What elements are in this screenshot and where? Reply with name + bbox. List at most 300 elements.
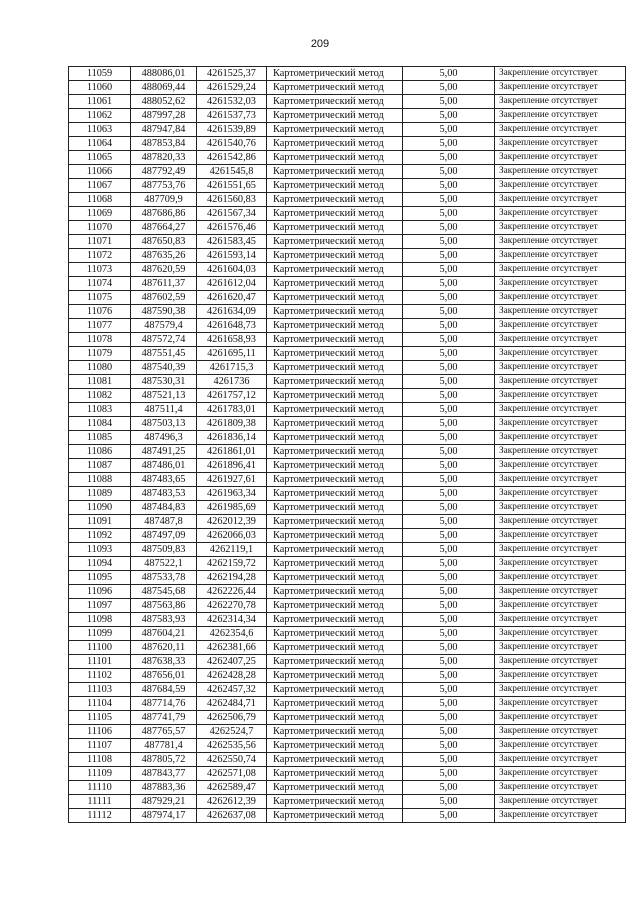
accuracy-cell: 5,00 xyxy=(403,781,495,795)
y-coordinate-cell: 4261593,14 xyxy=(197,249,267,263)
y-coordinate-cell: 4261537,73 xyxy=(197,109,267,123)
fixation-cell: Закрепление отсутствует xyxy=(495,403,626,417)
x-coordinate-cell: 487684,59 xyxy=(131,683,197,697)
point-number-cell: 11077 xyxy=(69,319,131,333)
accuracy-cell: 5,00 xyxy=(403,487,495,501)
accuracy-cell: 5,00 xyxy=(403,431,495,445)
y-coordinate-cell: 4262428,28 xyxy=(197,669,267,683)
table-row xyxy=(69,179,626,193)
y-coordinate-cell: 4261809,38 xyxy=(197,417,267,431)
fixation-cell: Закрепление отсутствует xyxy=(495,795,626,809)
y-coordinate-cell: 4262226,44 xyxy=(197,585,267,599)
table-row xyxy=(69,389,626,403)
accuracy-cell: 5,00 xyxy=(403,641,495,655)
point-number-cell: 11105 xyxy=(69,711,131,725)
point-number-cell: 11102 xyxy=(69,669,131,683)
y-coordinate-cell: 4261620,47 xyxy=(197,291,267,305)
method-cell: Картометрический метод xyxy=(267,235,403,249)
table-row xyxy=(69,515,626,529)
y-coordinate-cell: 4262535,56 xyxy=(197,739,267,753)
point-number-cell: 11111 xyxy=(69,795,131,809)
x-coordinate-cell: 487650,83 xyxy=(131,235,197,249)
table-row xyxy=(69,473,626,487)
x-coordinate-cell: 487820,33 xyxy=(131,151,197,165)
fixation-cell: Закрепление отсутствует xyxy=(495,81,626,95)
fixation-cell: Закрепление отсутствует xyxy=(495,585,626,599)
y-coordinate-cell: 4261576,46 xyxy=(197,221,267,235)
point-number-cell: 11066 xyxy=(69,165,131,179)
accuracy-cell: 5,00 xyxy=(403,123,495,137)
y-coordinate-cell: 4262354,6 xyxy=(197,627,267,641)
method-cell: Картометрический метод xyxy=(267,151,403,165)
method-cell: Картометрический метод xyxy=(267,221,403,235)
fixation-cell: Закрепление отсутствует xyxy=(495,193,626,207)
method-cell: Картометрический метод xyxy=(267,389,403,403)
method-cell: Картометрический метод xyxy=(267,781,403,795)
fixation-cell: Закрепление отсутствует xyxy=(495,235,626,249)
accuracy-cell: 5,00 xyxy=(403,249,495,263)
method-cell: Картометрический метод xyxy=(267,305,403,319)
x-coordinate-cell: 487579,4 xyxy=(131,319,197,333)
accuracy-cell: 5,00 xyxy=(403,221,495,235)
table-row xyxy=(69,207,626,221)
fixation-cell: Закрепление отсутствует xyxy=(495,711,626,725)
fixation-cell: Закрепление отсутствует xyxy=(495,781,626,795)
method-cell: Картометрический метод xyxy=(267,319,403,333)
fixation-cell: Закрепление отсутствует xyxy=(495,123,626,137)
y-coordinate-cell: 4261525,37 xyxy=(197,67,267,81)
method-cell: Картометрический метод xyxy=(267,529,403,543)
method-cell: Картометрический метод xyxy=(267,557,403,571)
accuracy-cell: 5,00 xyxy=(403,235,495,249)
point-number-cell: 11087 xyxy=(69,459,131,473)
fixation-cell: Закрепление отсутствует xyxy=(495,305,626,319)
method-cell: Картометрический метод xyxy=(267,431,403,445)
method-cell: Картометрический метод xyxy=(267,179,403,193)
method-cell: Картометрический метод xyxy=(267,137,403,151)
accuracy-cell: 5,00 xyxy=(403,403,495,417)
point-number-cell: 11099 xyxy=(69,627,131,641)
point-number-cell: 11061 xyxy=(69,95,131,109)
point-number-cell: 11104 xyxy=(69,697,131,711)
y-coordinate-cell: 4261927,61 xyxy=(197,473,267,487)
accuracy-cell: 5,00 xyxy=(403,333,495,347)
point-number-cell: 11073 xyxy=(69,263,131,277)
x-coordinate-cell: 487686,86 xyxy=(131,207,197,221)
y-coordinate-cell: 4262119,1 xyxy=(197,543,267,557)
table-row xyxy=(69,137,626,151)
point-number-cell: 11092 xyxy=(69,529,131,543)
table-row xyxy=(69,669,626,683)
method-cell: Картометрический метод xyxy=(267,501,403,515)
table-row xyxy=(69,459,626,473)
table-row xyxy=(69,809,626,823)
point-number-cell: 11086 xyxy=(69,445,131,459)
y-coordinate-cell: 4261612,04 xyxy=(197,277,267,291)
x-coordinate-cell: 487805,72 xyxy=(131,753,197,767)
x-coordinate-cell: 487929,21 xyxy=(131,795,197,809)
x-coordinate-cell: 487487,8 xyxy=(131,515,197,529)
point-number-cell: 11091 xyxy=(69,515,131,529)
y-coordinate-cell: 4261634,09 xyxy=(197,305,267,319)
method-cell: Картометрический метод xyxy=(267,109,403,123)
accuracy-cell: 5,00 xyxy=(403,67,495,81)
x-coordinate-cell: 487496,3 xyxy=(131,431,197,445)
y-coordinate-cell: 4262314,34 xyxy=(197,613,267,627)
y-coordinate-cell: 4261658,93 xyxy=(197,333,267,347)
y-coordinate-cell: 4261532,03 xyxy=(197,95,267,109)
y-coordinate-cell: 4261648,73 xyxy=(197,319,267,333)
accuracy-cell: 5,00 xyxy=(403,725,495,739)
fixation-cell: Закрепление отсутствует xyxy=(495,543,626,557)
point-number-cell: 11062 xyxy=(69,109,131,123)
method-cell: Картометрический метод xyxy=(267,655,403,669)
point-number-cell: 11082 xyxy=(69,389,131,403)
accuracy-cell: 5,00 xyxy=(403,683,495,697)
table-row xyxy=(69,417,626,431)
accuracy-cell: 5,00 xyxy=(403,459,495,473)
point-number-cell: 11079 xyxy=(69,347,131,361)
table-row xyxy=(69,123,626,137)
method-cell: Картометрический метод xyxy=(267,767,403,781)
table-row xyxy=(69,151,626,165)
accuracy-cell: 5,00 xyxy=(403,109,495,123)
table-row xyxy=(69,501,626,515)
x-coordinate-cell: 487522,1 xyxy=(131,557,197,571)
x-coordinate-cell: 487545,68 xyxy=(131,585,197,599)
table-row xyxy=(69,403,626,417)
x-coordinate-cell: 487530,31 xyxy=(131,375,197,389)
point-number-cell: 11081 xyxy=(69,375,131,389)
x-coordinate-cell: 487533,78 xyxy=(131,571,197,585)
x-coordinate-cell: 487620,11 xyxy=(131,641,197,655)
table-row xyxy=(69,697,626,711)
fixation-cell: Закрепление отсутствует xyxy=(495,137,626,151)
y-coordinate-cell: 4261985,69 xyxy=(197,501,267,515)
y-coordinate-cell: 4261695,11 xyxy=(197,347,267,361)
fixation-cell: Закрепление отсутствует xyxy=(495,739,626,753)
y-coordinate-cell: 4261540,76 xyxy=(197,137,267,151)
accuracy-cell: 5,00 xyxy=(403,767,495,781)
point-number-cell: 11107 xyxy=(69,739,131,753)
point-number-cell: 11067 xyxy=(69,179,131,193)
accuracy-cell: 5,00 xyxy=(403,557,495,571)
point-number-cell: 11060 xyxy=(69,81,131,95)
table-row xyxy=(69,557,626,571)
x-coordinate-cell: 488086,01 xyxy=(131,67,197,81)
y-coordinate-cell: 4261567,34 xyxy=(197,207,267,221)
coordinates-table xyxy=(68,66,626,823)
point-number-cell: 11071 xyxy=(69,235,131,249)
point-number-cell: 11072 xyxy=(69,249,131,263)
fixation-cell: Закрепление отсутствует xyxy=(495,655,626,669)
method-cell: Картометрический метод xyxy=(267,487,403,501)
accuracy-cell: 5,00 xyxy=(403,137,495,151)
y-coordinate-cell: 4262506,79 xyxy=(197,711,267,725)
x-coordinate-cell: 487853,84 xyxy=(131,137,197,151)
y-coordinate-cell: 4261551,65 xyxy=(197,179,267,193)
x-coordinate-cell: 487753,76 xyxy=(131,179,197,193)
point-number-cell: 11085 xyxy=(69,431,131,445)
fixation-cell: Закрепление отсутствует xyxy=(495,515,626,529)
x-coordinate-cell: 487635,26 xyxy=(131,249,197,263)
point-number-cell: 11109 xyxy=(69,767,131,781)
fixation-cell: Закрепление отсутствует xyxy=(495,417,626,431)
table-row xyxy=(69,347,626,361)
method-cell: Картометрический метод xyxy=(267,375,403,389)
fixation-cell: Закрепление отсутствует xyxy=(495,333,626,347)
y-coordinate-cell: 4261542,86 xyxy=(197,151,267,165)
accuracy-cell: 5,00 xyxy=(403,263,495,277)
y-coordinate-cell: 4262637,08 xyxy=(197,809,267,823)
accuracy-cell: 5,00 xyxy=(403,347,495,361)
fixation-cell: Закрепление отсутствует xyxy=(495,529,626,543)
fixation-cell: Закрепление отсутствует xyxy=(495,445,626,459)
x-coordinate-cell: 487656,01 xyxy=(131,669,197,683)
x-coordinate-cell: 487563,86 xyxy=(131,599,197,613)
fixation-cell: Закрепление отсутствует xyxy=(495,263,626,277)
method-cell: Картометрический метод xyxy=(267,809,403,823)
method-cell: Картометрический метод xyxy=(267,515,403,529)
point-number-cell: 11068 xyxy=(69,193,131,207)
table-row xyxy=(69,445,626,459)
y-coordinate-cell: 4261529,24 xyxy=(197,81,267,95)
accuracy-cell: 5,00 xyxy=(403,179,495,193)
y-coordinate-cell: 4262550,74 xyxy=(197,753,267,767)
method-cell: Картометрический метод xyxy=(267,263,403,277)
table-row xyxy=(69,291,626,305)
fixation-cell: Закрепление отсутствует xyxy=(495,249,626,263)
table-row xyxy=(69,263,626,277)
fixation-cell: Закрепление отсутствует xyxy=(495,683,626,697)
y-coordinate-cell: 4262484,71 xyxy=(197,697,267,711)
y-coordinate-cell: 4262194,28 xyxy=(197,571,267,585)
y-coordinate-cell: 4262457,32 xyxy=(197,683,267,697)
fixation-cell: Закрепление отсутствует xyxy=(495,697,626,711)
page-number: 209 xyxy=(310,38,330,50)
method-cell: Картометрический метод xyxy=(267,683,403,697)
x-coordinate-cell: 487483,65 xyxy=(131,473,197,487)
fixation-cell: Закрепление отсутствует xyxy=(495,627,626,641)
fixation-cell: Закрепление отсутствует xyxy=(495,557,626,571)
table-row xyxy=(69,725,626,739)
fixation-cell: Закрепление отсутствует xyxy=(495,291,626,305)
x-coordinate-cell: 487714,76 xyxy=(131,697,197,711)
y-coordinate-cell: 4262612,39 xyxy=(197,795,267,809)
x-coordinate-cell: 487484,83 xyxy=(131,501,197,515)
fixation-cell: Закрепление отсутствует xyxy=(495,753,626,767)
x-coordinate-cell: 487483,53 xyxy=(131,487,197,501)
accuracy-cell: 5,00 xyxy=(403,599,495,613)
table-row xyxy=(69,277,626,291)
point-number-cell: 11076 xyxy=(69,305,131,319)
method-cell: Картометрический метод xyxy=(267,95,403,109)
accuracy-cell: 5,00 xyxy=(403,305,495,319)
method-cell: Картометрический метод xyxy=(267,277,403,291)
fixation-cell: Закрепление отсутствует xyxy=(495,767,626,781)
x-coordinate-cell: 487709,9 xyxy=(131,193,197,207)
accuracy-cell: 5,00 xyxy=(403,151,495,165)
table-row xyxy=(69,613,626,627)
point-number-cell: 11074 xyxy=(69,277,131,291)
x-coordinate-cell: 487491,25 xyxy=(131,445,197,459)
x-coordinate-cell: 487947,84 xyxy=(131,123,197,137)
accuracy-cell: 5,00 xyxy=(403,319,495,333)
y-coordinate-cell: 4261560,83 xyxy=(197,193,267,207)
accuracy-cell: 5,00 xyxy=(403,501,495,515)
fixation-cell: Закрепление отсутствует xyxy=(495,459,626,473)
point-number-cell: 11095 xyxy=(69,571,131,585)
method-cell: Картометрический метод xyxy=(267,795,403,809)
x-coordinate-cell: 487486,01 xyxy=(131,459,197,473)
y-coordinate-cell: 4261583,45 xyxy=(197,235,267,249)
method-cell: Картометрический метод xyxy=(267,165,403,179)
table-row xyxy=(69,361,626,375)
accuracy-cell: 5,00 xyxy=(403,291,495,305)
method-cell: Картометрический метод xyxy=(267,459,403,473)
fixation-cell: Закрепление отсутствует xyxy=(495,809,626,823)
point-number-cell: 11096 xyxy=(69,585,131,599)
method-cell: Картометрический метод xyxy=(267,207,403,221)
method-cell: Картометрический метод xyxy=(267,613,403,627)
method-cell: Картометрический метод xyxy=(267,123,403,137)
method-cell: Картометрический метод xyxy=(267,641,403,655)
point-number-cell: 11110 xyxy=(69,781,131,795)
table-row xyxy=(69,305,626,319)
method-cell: Картометрический метод xyxy=(267,417,403,431)
x-coordinate-cell: 487551,45 xyxy=(131,347,197,361)
fixation-cell: Закрепление отсутствует xyxy=(495,487,626,501)
fixation-cell: Закрепление отсутствует xyxy=(495,725,626,739)
x-coordinate-cell: 488052,62 xyxy=(131,95,197,109)
point-number-cell: 11063 xyxy=(69,123,131,137)
point-number-cell: 11088 xyxy=(69,473,131,487)
x-coordinate-cell: 487638,33 xyxy=(131,655,197,669)
point-number-cell: 11080 xyxy=(69,361,131,375)
y-coordinate-cell: 4261783,01 xyxy=(197,403,267,417)
x-coordinate-cell: 487511,4 xyxy=(131,403,197,417)
x-coordinate-cell: 487741,79 xyxy=(131,711,197,725)
method-cell: Картометрический метод xyxy=(267,585,403,599)
x-coordinate-cell: 487883,36 xyxy=(131,781,197,795)
point-number-cell: 11059 xyxy=(69,67,131,81)
x-coordinate-cell: 487590,38 xyxy=(131,305,197,319)
method-cell: Картометрический метод xyxy=(267,627,403,641)
fixation-cell: Закрепление отсутствует xyxy=(495,501,626,515)
accuracy-cell: 5,00 xyxy=(403,529,495,543)
table-row xyxy=(69,333,626,347)
point-number-cell: 11069 xyxy=(69,207,131,221)
accuracy-cell: 5,00 xyxy=(403,571,495,585)
fixation-cell: Закрепление отсутствует xyxy=(495,207,626,221)
method-cell: Картометрический метод xyxy=(267,753,403,767)
y-coordinate-cell: 4261736 xyxy=(197,375,267,389)
y-coordinate-cell: 4262012,39 xyxy=(197,515,267,529)
fixation-cell: Закрепление отсутствует xyxy=(495,277,626,291)
accuracy-cell: 5,00 xyxy=(403,207,495,221)
point-number-cell: 11090 xyxy=(69,501,131,515)
point-number-cell: 11103 xyxy=(69,683,131,697)
fixation-cell: Закрепление отсутствует xyxy=(495,599,626,613)
accuracy-cell: 5,00 xyxy=(403,543,495,557)
table-row xyxy=(69,235,626,249)
accuracy-cell: 5,00 xyxy=(403,795,495,809)
point-number-cell: 11065 xyxy=(69,151,131,165)
y-coordinate-cell: 4261861,01 xyxy=(197,445,267,459)
y-coordinate-cell: 4261545,8 xyxy=(197,165,267,179)
table-row xyxy=(69,711,626,725)
table-row xyxy=(69,781,626,795)
fixation-cell: Закрепление отсутствует xyxy=(495,669,626,683)
point-number-cell: 11094 xyxy=(69,557,131,571)
accuracy-cell: 5,00 xyxy=(403,95,495,109)
y-coordinate-cell: 4262159,72 xyxy=(197,557,267,571)
point-number-cell: 11100 xyxy=(69,641,131,655)
fixation-cell: Закрепление отсутствует xyxy=(495,361,626,375)
table-row xyxy=(69,767,626,781)
table-row xyxy=(69,599,626,613)
table-row xyxy=(69,655,626,669)
fixation-cell: Закрепление отсутствует xyxy=(495,431,626,445)
fixation-cell: Закрепление отсутствует xyxy=(495,389,626,403)
method-cell: Картометрический метод xyxy=(267,711,403,725)
point-number-cell: 11083 xyxy=(69,403,131,417)
fixation-cell: Закрепление отсутствует xyxy=(495,347,626,361)
y-coordinate-cell: 4261604,03 xyxy=(197,263,267,277)
x-coordinate-cell: 487604,21 xyxy=(131,627,197,641)
accuracy-cell: 5,00 xyxy=(403,193,495,207)
table-row xyxy=(69,375,626,389)
point-number-cell: 11089 xyxy=(69,487,131,501)
fixation-cell: Закрепление отсутствует xyxy=(495,95,626,109)
y-coordinate-cell: 4262381,66 xyxy=(197,641,267,655)
table-row xyxy=(69,81,626,95)
table-row xyxy=(69,319,626,333)
table-row xyxy=(69,529,626,543)
method-cell: Картометрический метод xyxy=(267,67,403,81)
point-number-cell: 11108 xyxy=(69,753,131,767)
y-coordinate-cell: 4262589,47 xyxy=(197,781,267,795)
x-coordinate-cell: 487602,59 xyxy=(131,291,197,305)
fixation-cell: Закрепление отсутствует xyxy=(495,179,626,193)
y-coordinate-cell: 4261836,14 xyxy=(197,431,267,445)
method-cell: Картометрический метод xyxy=(267,473,403,487)
accuracy-cell: 5,00 xyxy=(403,165,495,179)
accuracy-cell: 5,00 xyxy=(403,389,495,403)
y-coordinate-cell: 4262571,08 xyxy=(197,767,267,781)
point-number-cell: 11084 xyxy=(69,417,131,431)
y-coordinate-cell: 4262066,03 xyxy=(197,529,267,543)
method-cell: Картометрический метод xyxy=(267,361,403,375)
x-coordinate-cell: 487765,57 xyxy=(131,725,197,739)
table-row xyxy=(69,487,626,501)
accuracy-cell: 5,00 xyxy=(403,277,495,291)
method-cell: Картометрический метод xyxy=(267,445,403,459)
y-coordinate-cell: 4262524,7 xyxy=(197,725,267,739)
point-number-cell: 11093 xyxy=(69,543,131,557)
point-number-cell: 11075 xyxy=(69,291,131,305)
method-cell: Картометрический метод xyxy=(267,347,403,361)
table-row xyxy=(69,543,626,557)
accuracy-cell: 5,00 xyxy=(403,613,495,627)
y-coordinate-cell: 4261715,3 xyxy=(197,361,267,375)
x-coordinate-cell: 487792,49 xyxy=(131,165,197,179)
y-coordinate-cell: 4261757,12 xyxy=(197,389,267,403)
method-cell: Картометрический метод xyxy=(267,599,403,613)
accuracy-cell: 5,00 xyxy=(403,515,495,529)
accuracy-cell: 5,00 xyxy=(403,655,495,669)
method-cell: Картометрический метод xyxy=(267,571,403,585)
